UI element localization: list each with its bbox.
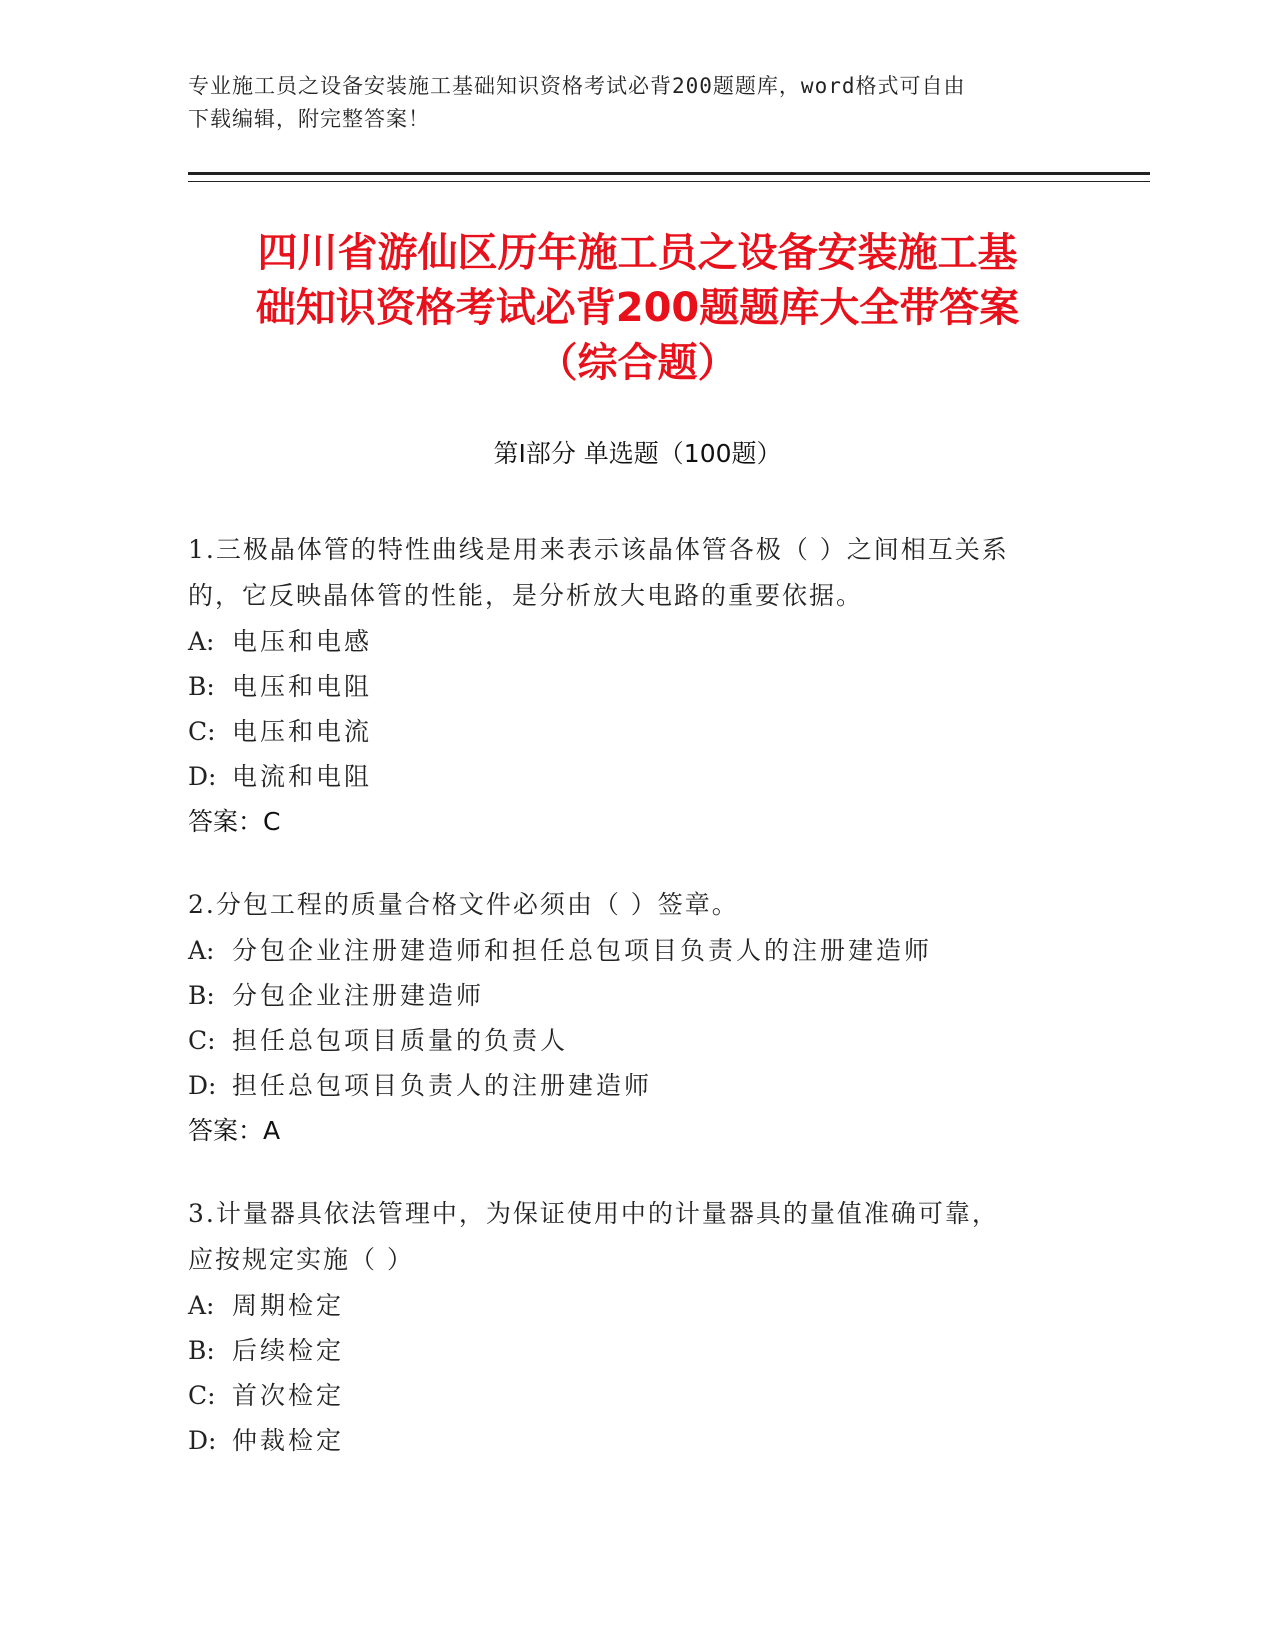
option-a	[188, 1283, 1088, 1328]
option-text: 首次检定	[232, 1381, 345, 1410]
option-text: 后续检定	[232, 1336, 345, 1365]
option-letter: D:	[188, 1426, 217, 1455]
option-text: 仲裁检定	[232, 1426, 345, 1455]
document-title	[170, 226, 1105, 391]
option-b	[188, 973, 1088, 1018]
option-d	[188, 1063, 1088, 1108]
option-d	[188, 754, 1088, 799]
section-heading: 第Ⅰ部分 单选题（100题）	[493, 439, 782, 468]
option-letter: C:	[188, 1026, 216, 1055]
option-c	[188, 709, 1088, 754]
answer-line: 答案：C	[188, 807, 281, 836]
option-b	[188, 664, 1088, 709]
option-c	[188, 1018, 1088, 1063]
answer-line: 答案：A	[188, 1116, 281, 1145]
question-1	[188, 527, 1088, 844]
question-stem-cont: 的，它反映晶体管的性能，是分析放大电路的重要依据。	[188, 581, 864, 610]
option-b	[188, 1328, 1088, 1373]
option-text: 电压和电感	[232, 627, 373, 656]
title-line-1: 四川省游仙区历年施工员之设备安装施工基	[257, 230, 1018, 276]
option-letter: D:	[188, 1071, 217, 1100]
option-letter: A:	[188, 627, 215, 656]
option-letter: B:	[188, 672, 215, 701]
title-line-2: 础知识资格考试必背200题题库大全带答案	[255, 285, 1020, 331]
question-stem-cont: 应按规定实施（ ）	[188, 1245, 414, 1274]
option-text: 担任总包项目质量的负责人	[232, 1026, 569, 1055]
option-letter: B:	[188, 981, 215, 1010]
option-letter: C:	[188, 717, 216, 746]
title-line-3: （综合题）	[537, 340, 738, 386]
header-rule-thick	[188, 172, 1150, 175]
option-letter: D:	[188, 762, 217, 791]
option-text: 担任总包项目负责人的注册建造师	[232, 1071, 653, 1100]
option-letter: C:	[188, 1381, 216, 1410]
question-2	[188, 882, 1088, 1153]
question-stem: 3.计量器具依法管理中，为保证使用中的计量器具的量值准确可靠，	[188, 1199, 999, 1228]
option-text: 电压和电阻	[232, 672, 373, 701]
option-a	[188, 619, 1088, 664]
option-letter: A:	[188, 936, 215, 965]
option-a	[188, 928, 1088, 973]
question-3	[188, 1191, 1088, 1463]
option-text: 周期检定	[232, 1291, 345, 1320]
header-line-1: 专业施工员之设备安装施工基础知识资格考试必背200题题库，word格式可自由	[188, 74, 966, 98]
document-header	[188, 70, 1068, 136]
option-text: 分包企业注册建造师	[232, 981, 485, 1010]
option-d	[188, 1418, 1088, 1463]
option-c	[188, 1373, 1088, 1418]
question-stem: 2.分包工程的质量合格文件必须由（ ）签章。	[188, 890, 739, 919]
option-letter: B:	[188, 1336, 215, 1365]
option-text: 电流和电阻	[232, 762, 373, 791]
option-text: 分包企业注册建造师和担任总包项目负责人的注册建造师	[232, 936, 933, 965]
header-rule-thin	[188, 181, 1150, 182]
question-stem: 1.三极晶体管的特性曲线是用来表示该晶体管各极（ ）之间相互关系	[188, 535, 1009, 564]
header-line-2: 下载编辑，附完整答案！	[188, 107, 430, 131]
option-letter: A:	[188, 1291, 215, 1320]
question-list	[188, 527, 1088, 1501]
option-text: 电压和电流	[232, 717, 373, 746]
